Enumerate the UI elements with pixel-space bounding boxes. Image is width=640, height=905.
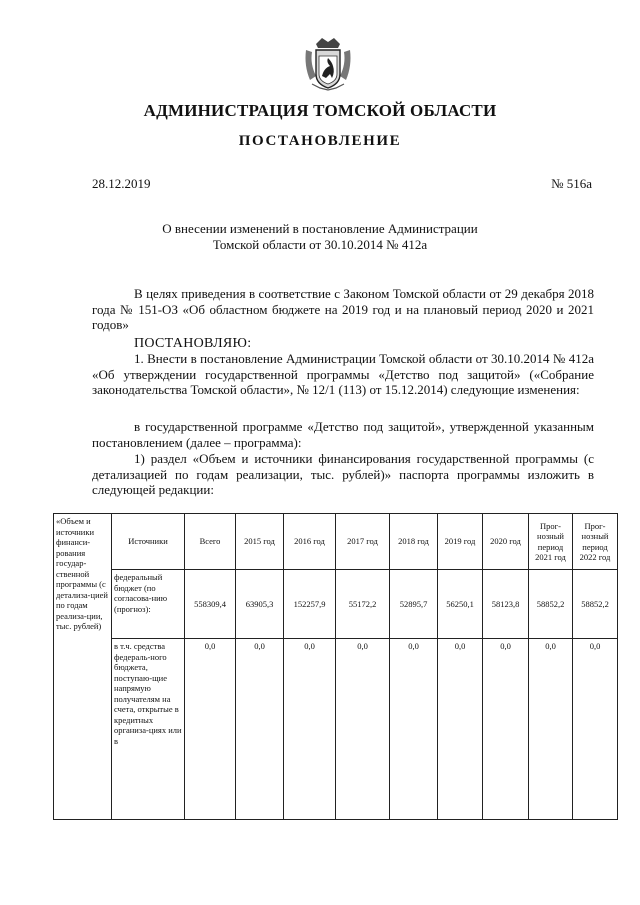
header-cell: 2015 год	[236, 514, 284, 570]
document-type: ПОСТАНОВЛЕНИЕ	[238, 133, 402, 149]
table-row	[54, 570, 618, 639]
value-cell: 558309,4	[185, 570, 236, 639]
value-cell: 0,0	[573, 639, 618, 820]
source-cell: федеральный бюджет (по согласова-нию (прогноз):	[112, 570, 185, 639]
document-number: № 516а	[551, 176, 592, 191]
value-cell: 152257,9	[284, 570, 336, 639]
header-cell: 2018 год	[390, 514, 438, 570]
value-cell: 58852,2	[573, 570, 618, 639]
header-cell: Всего	[185, 514, 236, 570]
header-cell: Прог-нозный период 2021 год	[529, 514, 573, 570]
coat-of-arms-emblem	[302, 36, 354, 92]
document-date: 28.12.2019	[92, 176, 151, 191]
section-paragraph: 1) раздел «Объем и источники финансирования государственной программы (с детализацией по годам реализации, тыс. рублей)» паспорта программы изложить в следующей редакции:	[92, 451, 594, 497]
source-cell: в т.ч. средства федераль-ного бюджета, поступаю-щие напрямую получателям на счета, открытые в кредитных организа-циях или в	[112, 639, 185, 820]
program-paragraph: в государственной программе «Детство под защитой», утвержденной указанным постановлением (далее – программа):	[92, 419, 594, 450]
organization-title: АДМИНИСТРАЦИЯ ТОМСКОЙ ОБЛАСТИ	[143, 101, 497, 120]
value-cell: 52895,7	[390, 570, 438, 639]
header-cell: Источники	[112, 514, 185, 570]
value-cell: 0,0	[336, 639, 390, 820]
value-cell: 0,0	[529, 639, 573, 820]
subject-line: Томской области от 30.10.2014 № 412а	[212, 237, 428, 252]
value-cell: 58123,8	[483, 570, 529, 639]
value-cell: 0,0	[390, 639, 438, 820]
value-cell: 0,0	[438, 639, 483, 820]
value-cell: 55172,2	[336, 570, 390, 639]
header-cell: Прог-нозный период 2022 год	[573, 514, 618, 570]
subject-line: О внесении изменений в постановление Администрации	[162, 221, 478, 236]
financing-table	[53, 513, 618, 820]
value-cell: 0,0	[483, 639, 529, 820]
header-cell: 2020 год	[483, 514, 529, 570]
value-cell: 0,0	[185, 639, 236, 820]
section-label-cell: «Объем и источники финанси-рования государ-ственной программы (с детализа-цией по годам реализа-ции, тыс. рублей)	[54, 514, 112, 820]
table-header-row	[54, 514, 618, 570]
header-cell: 2019 год	[438, 514, 483, 570]
resolution-word: ПОСТАНОВЛЯЮ:	[134, 336, 252, 351]
value-cell: 0,0	[284, 639, 336, 820]
table-row	[54, 639, 618, 820]
value-cell: 56250,1	[438, 570, 483, 639]
document-subject	[0, 221, 640, 253]
preamble-paragraph: В целях приведения в соответствие с Законом Томской области от 29 декабря 2018 года № 151-ОЗ «Об областном бюджете на 2019 год и на плановый период 2020 и 2021 годов»	[92, 286, 594, 332]
item-1-paragraph: 1. Внести в постановление Администрации Томской области от 30.10.2014 № 412а «Об утверждении государственной программы «Детство под защитой» («Собрание законодательства Томской области», № 12/1 (113) от 15.12.2014) следующие изменения:	[92, 351, 594, 397]
value-cell: 63905,3	[236, 570, 284, 639]
header-cell: 2017 год	[336, 514, 390, 570]
header-cell: 2016 год	[284, 514, 336, 570]
value-cell: 0,0	[236, 639, 284, 820]
value-cell: 58852,2	[529, 570, 573, 639]
